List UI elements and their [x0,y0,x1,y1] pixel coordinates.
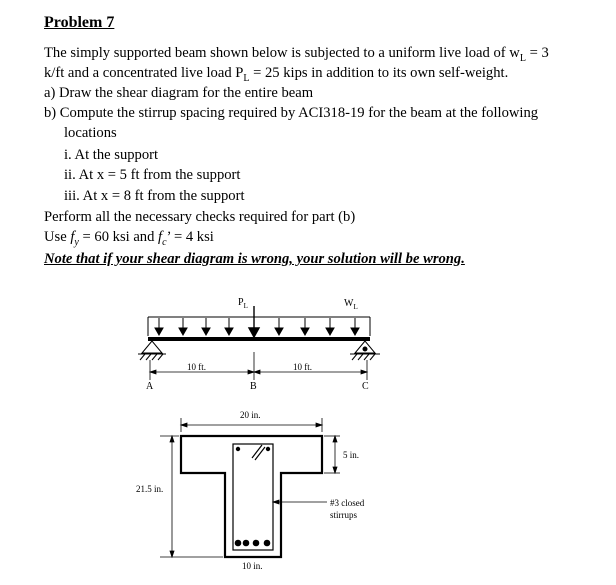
web-width-label: 10 in. [242,561,263,571]
sub-item-iii: iii. At x = 8 ft from the support [64,188,245,204]
support-c [350,341,380,360]
t-beam-section [181,436,322,557]
stirrup-label-2: stirrups [330,510,357,520]
beam [148,337,370,341]
span-dimension [150,352,367,380]
point-a-label: A [146,381,154,392]
material-line: Use $f_y = 60$ ksi and $f_c$’ = 4 ksi [44,229,214,248]
problem-line-2: k/ft and a concentrated live load $P_L = 25$ kips in addition to its own self-weight. [44,65,509,84]
item-b-cont: locations [64,125,117,141]
flange-thickness-dim [324,436,340,473]
sub-item-i: i. At the support [64,147,159,163]
item-a: a) Draw the shear diagram for the entire beam [44,85,314,101]
flange-width-label: 20 in. [240,410,261,420]
flange-thickness-label: 5 in. [343,450,360,460]
support-a [138,341,166,360]
total-height-label: 21.5 in. [136,484,164,494]
problem-line-1: The simply supported beam shown below is subjected to a uniform live load of $w_L = 3$ [44,45,549,64]
span-left-label: 10 ft. [187,362,206,372]
problem-title: Problem 7 [44,14,115,31]
warning-note: Note that if your shear diagram is wrong, your solution will be wrong. [44,251,465,267]
point-b-label: B [250,381,257,392]
uniform-load-label: $W_L$ [344,298,358,311]
uniform-load [148,317,370,336]
span-right-label: 10 ft. [293,362,312,372]
sub-item-ii: ii. At x = 5 ft from the support [64,167,241,183]
flange-width-dim [181,418,322,432]
checks-line: Perform all the necessary checks required for part (b) [44,209,356,225]
point-load-label: $P_L$ [238,297,248,310]
item-b: b) Compute the stirrup spacing required by ACI318-19 for the beam at the following [44,105,539,121]
point-load-arrow [249,306,259,337]
point-c-label: C [362,381,369,392]
stirrup-label-1: #3 closed [330,498,365,508]
